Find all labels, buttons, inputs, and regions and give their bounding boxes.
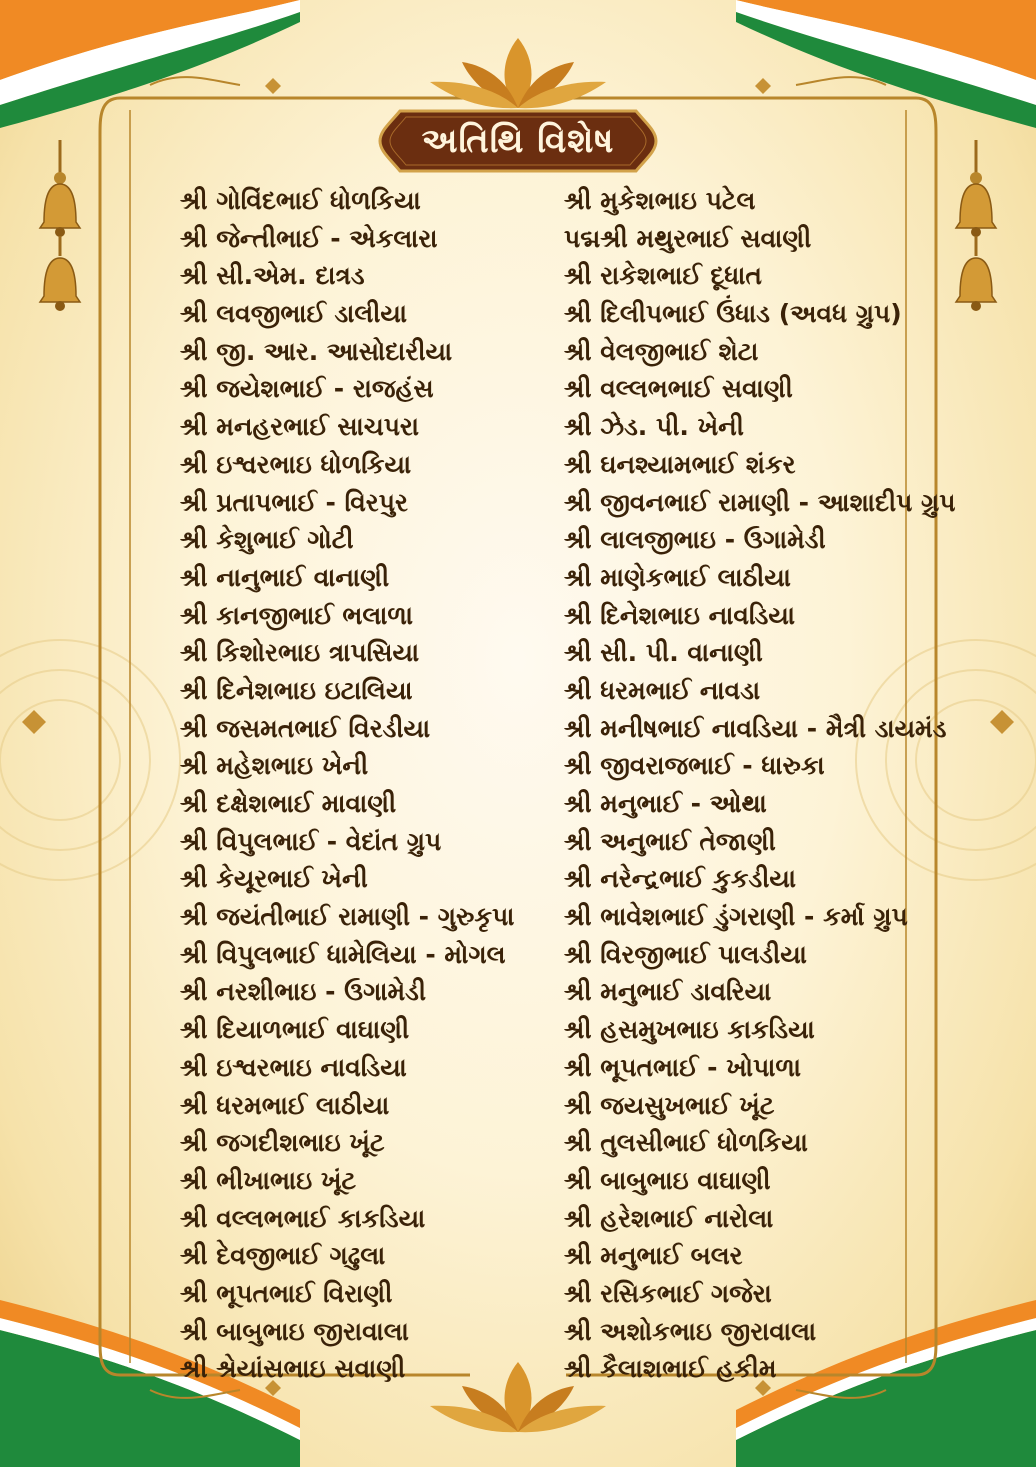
guest-name: શ્રી નરેન્દ્રભાઈ કુકડીયા xyxy=(564,864,796,894)
guest-name: શ્રી વિપુલભાઈ - વેદાંત ગ્રુપ xyxy=(180,826,442,856)
guest-name: શ્રી જેન્તીભાઈ - એકલારા xyxy=(180,223,438,253)
guest-name: શ્રી હરેશભાઈ નારોલા xyxy=(564,1203,774,1233)
title-banner xyxy=(378,109,658,173)
guest-name: શ્રી ઘનશ્યામભાઈ શંકર xyxy=(564,449,796,479)
guest-name: શ્રી તુલસીભાઈ ધોળકિયા xyxy=(564,1128,808,1158)
guest-name: શ્રી જગદીશભાઇ ખૂંટ xyxy=(180,1128,385,1158)
guest-name: શ્રી વિરજીભાઈ પાલડીયા xyxy=(564,939,807,969)
guest-name: શ્રી દેવજીભાઈ ગઢુલા xyxy=(180,1241,386,1271)
guest-name: શ્રી દિયાળભાઈ વાઘાણી xyxy=(180,1015,410,1045)
guest-name: શ્રી મનુભાઈ ડાવરિયા xyxy=(564,977,772,1007)
guest-name: શ્રી દિનેશભાઇ ઇટાલિયા xyxy=(180,675,413,705)
guest-name: શ્રી રાકેશભાઈ દૂધાત xyxy=(564,261,763,291)
guest-name: શ્રી નરશીભાઇ - ઉગામેડી xyxy=(180,977,426,1007)
guest-name: શ્રી દિનેશભાઇ નાવડિયા xyxy=(564,600,795,630)
page-title: અતિથિ વિશેષ xyxy=(421,121,615,161)
guest-name: શ્રી અનુભાઈ તેજાણી xyxy=(564,826,776,856)
guest-name: પદ્મશ્રી મથુરભાઈ સવાણી xyxy=(564,223,812,253)
guest-name: શ્રી જી. આર. આસોદારીયા xyxy=(180,336,453,366)
guest-name: શ્રી દક્ષેશભાઈ માવાણી xyxy=(180,789,397,818)
guest-name: શ્રી કાનજીભાઈ ભલાળા xyxy=(180,600,414,630)
guest-name: શ્રી મહેશભાઇ ખેની xyxy=(180,751,369,781)
guest-name: શ્રી સી. પી. વાનાણી xyxy=(564,638,763,668)
guest-list-left xyxy=(180,182,540,1388)
tricolor-wave-top-right xyxy=(736,0,1036,128)
guest-name: શ્રી માણેકભાઈ લાઠીયા xyxy=(564,562,791,592)
guest-name: શ્રી જયસુખભાઈ ખૂંટ xyxy=(564,1090,775,1120)
guest-name: શ્રી કેયૂરભાઈ ખેની xyxy=(180,864,368,894)
guest-name: શ્રી વેલજીભાઈ શેટા xyxy=(564,336,759,366)
guest-name: શ્રી મનુભાઈ - ઓથા xyxy=(564,789,767,818)
tricolor-wave-top-left xyxy=(0,0,300,128)
guest-name: શ્રી ભીખાભાઇ ખૂંટ xyxy=(180,1165,357,1195)
guest-name: શ્રી કૈલાશભાઈ હકીમ xyxy=(564,1354,777,1384)
guest-name: શ્રી કિશોરભાઇ ત્રાપસિયા xyxy=(180,638,420,668)
guest-name: શ્રી લાલજીભાઇ - ઉગામેડી xyxy=(564,525,826,555)
guest-name: શ્રી ધરમભાઈ નાવડા xyxy=(564,675,761,705)
guest-name: શ્રી બાબુભાઇ જીરાવાલા xyxy=(180,1316,409,1346)
guest-name: શ્રી વિપુલભાઈ ધામેલિયા - મોગલ xyxy=(180,939,506,969)
guest-name: શ્રી ભૂપતભાઈ - ખોપાળા xyxy=(564,1052,802,1082)
guest-name: શ્રી જીવનભાઈ રામાણી - આશાદીપ ગ્રુપ xyxy=(564,487,956,517)
guest-name: શ્રી ભૂપતભાઈ વિરાણી xyxy=(180,1278,393,1308)
guest-name: શ્રી જીવરાજભાઈ - ધારુકા xyxy=(564,751,825,781)
guest-name: શ્રી કેશુભાઈ ગોટી xyxy=(180,525,354,555)
mandala-left-decor xyxy=(0,640,180,880)
guest-name: શ્રી જસમતભાઈ વિરડીયા xyxy=(180,713,431,743)
guest-name: શ્રી હસમુખભાઇ કાકડિયા xyxy=(564,1015,815,1045)
guest-name: શ્રી જયંતીભાઈ રામાણી - ગુરુકૃપા xyxy=(180,902,515,932)
guest-name: શ્રી સી.એમ. દાત્રડ xyxy=(180,261,365,291)
guest-name: શ્રી જયેશભાઈ - રાજહંસ xyxy=(180,374,434,404)
guest-name: શ્રી મુકેશભાઇ પટેલ xyxy=(564,186,756,215)
guest-name: શ્રી વલ્લભભાઈ કાકડિયા xyxy=(180,1203,426,1233)
guest-list-right xyxy=(564,182,964,1388)
guest-name: શ્રી મનુભાઈ બલર xyxy=(564,1241,743,1271)
guest-name: શ્રી વલ્લભભાઈ સવાણી xyxy=(564,374,793,404)
bell-left-icon xyxy=(40,140,80,311)
guest-name: શ્રી નાનુભાઈ વાનાણી xyxy=(180,562,390,592)
guest-name: શ્રી મનહરભાઈ સાચપરા xyxy=(180,412,419,442)
guest-name: શ્રી લવજીભાઈ ડાલીયા xyxy=(180,299,407,329)
guest-name: શ્રી ઇશ્વરભાઇ ધોળકિયા xyxy=(180,449,412,479)
guest-name: શ્રી અશોકભાઇ જીરાવાલા xyxy=(564,1316,817,1346)
guest-name: શ્રી ગોવિંદભાઈ ધોળકિયા xyxy=(180,186,421,215)
guest-name: શ્રી ધરમભાઈ લાઠીયા xyxy=(180,1090,390,1120)
guest-name: શ્રી બાબુભાઇ વાઘાણી xyxy=(564,1165,771,1195)
guest-name: શ્રી ઇશ્વરભાઇ નાવડિયા xyxy=(180,1052,407,1082)
guest-name: શ્રી ઝેડ. પી. ખેની xyxy=(564,412,744,442)
guest-name: શ્રી ભાવેશભાઈ ડુંગરાણી - કર્મા ગ્રુપ xyxy=(564,902,908,932)
guest-name: શ્રી શ્રેયાંસભાઇ સવાણી xyxy=(180,1354,406,1384)
guest-name: શ્રી મનીષભાઈ નાવડિયા - મૈત્રી ડાયમંડ xyxy=(564,713,947,743)
guest-name: શ્રી પ્રતાપભાઈ - વિરપુર xyxy=(180,487,408,517)
guest-name: શ્રી રસિકભાઈ ગજેરા xyxy=(564,1278,772,1308)
guest-name: શ્રી દિલીપભાઈ ઉંધાડ (અવધ ગ્રુપ) xyxy=(564,299,902,329)
